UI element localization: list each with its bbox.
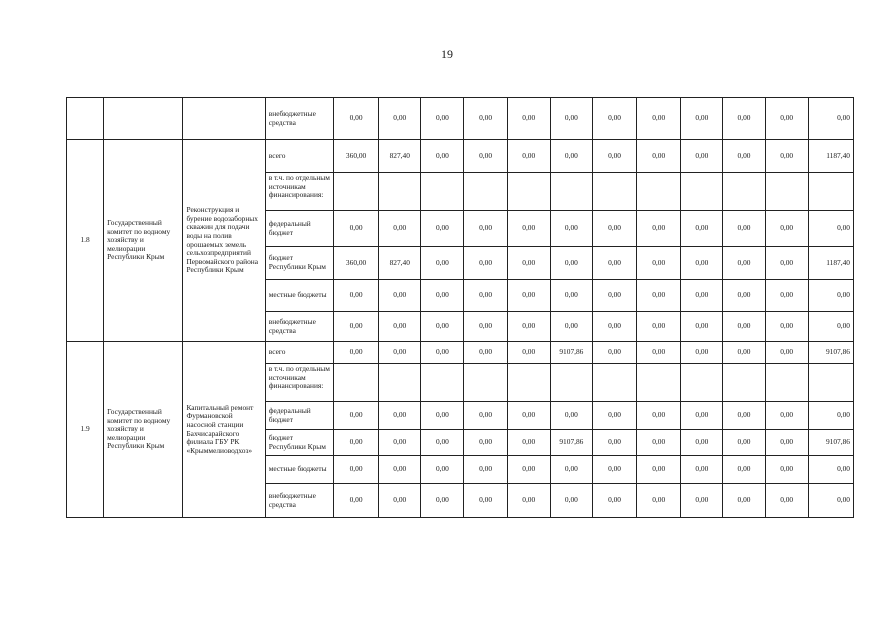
value-cell: 0,00	[723, 456, 765, 484]
value-cell	[681, 364, 723, 402]
value-cell: 0,00	[334, 484, 379, 518]
value-cell: 0,00	[723, 98, 765, 140]
value-cell	[765, 173, 808, 211]
value-cell: 0,00	[334, 211, 379, 247]
total-cell: 0,00	[808, 211, 853, 247]
value-cell	[637, 364, 681, 402]
value-cell	[723, 173, 765, 211]
value-cell: 360,00	[334, 247, 379, 280]
value-cell: 0,00	[765, 247, 808, 280]
total-cell: 0,00	[808, 312, 853, 342]
value-cell: 0,00	[765, 280, 808, 312]
funding-table	[66, 97, 854, 518]
value-cell: 0,00	[637, 247, 681, 280]
value-cell: 0,00	[507, 456, 550, 484]
value-cell: 0,00	[637, 484, 681, 518]
table-row	[67, 98, 854, 140]
source-label: всего	[265, 140, 333, 173]
source-label: федеральный бюджет	[265, 211, 333, 247]
total-cell	[808, 364, 853, 402]
value-cell: 0,00	[681, 456, 723, 484]
value-cell: 0,00	[765, 312, 808, 342]
value-cell: 0,00	[464, 484, 507, 518]
value-cell: 0,00	[334, 402, 379, 430]
total-cell: 9107,86	[808, 342, 853, 364]
number-cell	[67, 98, 104, 140]
total-cell: 0,00	[808, 98, 853, 140]
value-cell: 0,00	[765, 402, 808, 430]
total-cell: 1187,40	[808, 247, 853, 280]
value-cell: 0,00	[592, 211, 636, 247]
value-cell: 0,00	[681, 312, 723, 342]
value-cell	[723, 364, 765, 402]
value-cell: 0,00	[550, 247, 592, 280]
value-cell: 0,00	[765, 140, 808, 173]
value-cell: 0,00	[421, 98, 464, 140]
value-cell	[379, 173, 421, 211]
value-cell: 0,00	[421, 312, 464, 342]
value-cell: 0,00	[379, 402, 421, 430]
value-cell: 0,00	[379, 211, 421, 247]
value-cell: 0,00	[507, 280, 550, 312]
value-cell: 0,00	[464, 98, 507, 140]
value-cell: 0,00	[334, 456, 379, 484]
value-cell: 0,00	[507, 484, 550, 518]
value-cell: 0,00	[723, 247, 765, 280]
source-label: местные бюджеты	[265, 280, 333, 312]
value-cell: 0,00	[592, 280, 636, 312]
total-cell: 1187,40	[808, 140, 853, 173]
value-cell: 0,00	[592, 402, 636, 430]
value-cell: 0,00	[550, 402, 592, 430]
value-cell: 0,00	[550, 484, 592, 518]
measure-cell	[183, 98, 265, 140]
value-cell: 0,00	[464, 211, 507, 247]
value-cell: 0,00	[334, 280, 379, 312]
value-cell: 0,00	[464, 430, 507, 456]
value-cell	[421, 173, 464, 211]
measure-cell: Капитальный ремонт Фурмановской насосной станции Бахчисарайского филиала ГБУ РК «Крыммелиоводхоз»	[183, 342, 265, 518]
value-cell: 9107,86	[550, 342, 592, 364]
value-cell: 0,00	[765, 211, 808, 247]
value-cell: 0,00	[334, 430, 379, 456]
total-cell: 0,00	[808, 280, 853, 312]
value-cell: 0,00	[421, 140, 464, 173]
value-cell: 0,00	[681, 430, 723, 456]
source-label: внебюджетные средства	[265, 484, 333, 518]
value-cell: 0,00	[681, 342, 723, 364]
value-cell: 0,00	[592, 312, 636, 342]
value-cell: 0,00	[507, 342, 550, 364]
page-number: 19	[441, 47, 453, 61]
value-cell: 0,00	[723, 402, 765, 430]
value-cell: 0,00	[464, 140, 507, 173]
value-cell	[507, 173, 550, 211]
value-cell	[421, 364, 464, 402]
value-cell: 0,00	[507, 312, 550, 342]
value-cell: 0,00	[421, 484, 464, 518]
value-cell	[334, 364, 379, 402]
value-cell: 0,00	[550, 140, 592, 173]
value-cell: 0,00	[723, 140, 765, 173]
value-cell: 0,00	[550, 280, 592, 312]
value-cell: 0,00	[592, 342, 636, 364]
value-cell: 0,00	[507, 211, 550, 247]
table-row	[67, 342, 854, 364]
total-cell: 9107,86	[808, 430, 853, 456]
value-cell: 0,00	[637, 312, 681, 342]
source-label: местные бюджеты	[265, 456, 333, 484]
value-cell: 0,00	[507, 98, 550, 140]
source-label: бюджет Республики Крым	[265, 247, 333, 280]
value-cell: 0,00	[765, 430, 808, 456]
value-cell: 0,00	[592, 140, 636, 173]
value-cell: 0,00	[334, 98, 379, 140]
value-cell: 0,00	[550, 456, 592, 484]
measure-number: 1.8	[67, 140, 104, 342]
value-cell: 0,00	[765, 98, 808, 140]
source-label: всего	[265, 342, 333, 364]
value-cell	[765, 364, 808, 402]
value-cell: 0,00	[592, 430, 636, 456]
value-cell: 0,00	[723, 211, 765, 247]
value-cell: 827,40	[379, 247, 421, 280]
total-cell: 0,00	[808, 456, 853, 484]
value-cell: 0,00	[681, 280, 723, 312]
value-cell: 0,00	[681, 484, 723, 518]
measure-number: 1.9	[67, 342, 104, 518]
total-cell: 0,00	[808, 484, 853, 518]
value-cell	[550, 364, 592, 402]
value-cell: 0,00	[379, 456, 421, 484]
value-cell: 0,00	[765, 484, 808, 518]
value-cell: 0,00	[550, 211, 592, 247]
value-cell: 0,00	[379, 280, 421, 312]
total-cell	[808, 173, 853, 211]
value-cell: 0,00	[507, 247, 550, 280]
executor-cell: Государственный комитет по водному хозяйству и мелиорации Республики Крым	[104, 342, 183, 518]
value-cell: 0,00	[765, 456, 808, 484]
value-cell: 0,00	[421, 430, 464, 456]
value-cell: 0,00	[379, 484, 421, 518]
source-label: бюджет Республики Крым	[265, 430, 333, 456]
measure-cell: Реконструкция и бурение водозаборных скважин для подачи воды на полив орошаемых земель сельхозпредприятий Первомайского района Республики Крым	[183, 140, 265, 342]
value-cell: 0,00	[379, 312, 421, 342]
value-cell: 0,00	[550, 312, 592, 342]
value-cell: 0,00	[592, 456, 636, 484]
value-cell: 0,00	[379, 430, 421, 456]
value-cell: 0,00	[421, 456, 464, 484]
value-cell: 0,00	[421, 280, 464, 312]
value-cell	[550, 173, 592, 211]
value-cell: 0,00	[637, 342, 681, 364]
value-cell: 0,00	[681, 402, 723, 430]
value-cell: 0,00	[681, 98, 723, 140]
value-cell: 0,00	[765, 342, 808, 364]
value-cell: 0,00	[379, 98, 421, 140]
value-cell: 0,00	[592, 484, 636, 518]
value-cell: 0,00	[637, 140, 681, 173]
value-cell: 0,00	[507, 402, 550, 430]
value-cell: 0,00	[681, 247, 723, 280]
value-cell: 0,00	[464, 247, 507, 280]
value-cell: 0,00	[637, 402, 681, 430]
value-cell: 0,00	[464, 280, 507, 312]
value-cell: 0,00	[464, 456, 507, 484]
value-cell: 0,00	[637, 430, 681, 456]
value-cell: 0,00	[421, 402, 464, 430]
value-cell: 0,00	[421, 342, 464, 364]
value-cell: 827,40	[379, 140, 421, 173]
value-cell: 0,00	[723, 484, 765, 518]
value-cell: 0,00	[507, 430, 550, 456]
value-cell: 0,00	[637, 456, 681, 484]
value-cell: 0,00	[379, 342, 421, 364]
value-cell: 0,00	[637, 98, 681, 140]
executor-cell	[104, 98, 183, 140]
table-row	[67, 140, 854, 173]
value-cell: 0,00	[464, 342, 507, 364]
source-label: внебюджетные средства	[265, 312, 333, 342]
value-cell	[592, 173, 636, 211]
value-cell: 0,00	[334, 312, 379, 342]
source-label: в т.ч. по отдельным источникам финансирования:	[265, 173, 333, 211]
value-cell: 0,00	[592, 247, 636, 280]
value-cell: 0,00	[421, 247, 464, 280]
value-cell	[379, 364, 421, 402]
value-cell: 0,00	[681, 211, 723, 247]
value-cell: 0,00	[637, 280, 681, 312]
value-cell	[592, 364, 636, 402]
source-label: федеральный бюджет	[265, 402, 333, 430]
value-cell: 0,00	[464, 402, 507, 430]
value-cell: 0,00	[723, 342, 765, 364]
source-label: в т.ч. по отдельным источникам финансирования:	[265, 364, 333, 402]
value-cell: 0,00	[550, 98, 592, 140]
value-cell: 0,00	[637, 211, 681, 247]
value-cell	[637, 173, 681, 211]
value-cell	[334, 173, 379, 211]
value-cell: 0,00	[507, 140, 550, 173]
value-cell: 360,00	[334, 140, 379, 173]
value-cell	[464, 173, 507, 211]
value-cell: 0,00	[421, 211, 464, 247]
value-cell: 0,00	[723, 430, 765, 456]
value-cell: 9107,86	[550, 430, 592, 456]
value-cell	[507, 364, 550, 402]
value-cell	[464, 364, 507, 402]
value-cell: 0,00	[592, 98, 636, 140]
value-cell: 0,00	[723, 280, 765, 312]
value-cell: 0,00	[334, 342, 379, 364]
total-cell: 0,00	[808, 402, 853, 430]
value-cell: 0,00	[681, 140, 723, 173]
value-cell	[681, 173, 723, 211]
executor-cell: Государственный комитет по водному хозяйству и мелиорации Республики Крым	[104, 140, 183, 342]
value-cell: 0,00	[723, 312, 765, 342]
value-cell: 0,00	[464, 312, 507, 342]
source-label: внебюджетные средства	[265, 98, 333, 140]
